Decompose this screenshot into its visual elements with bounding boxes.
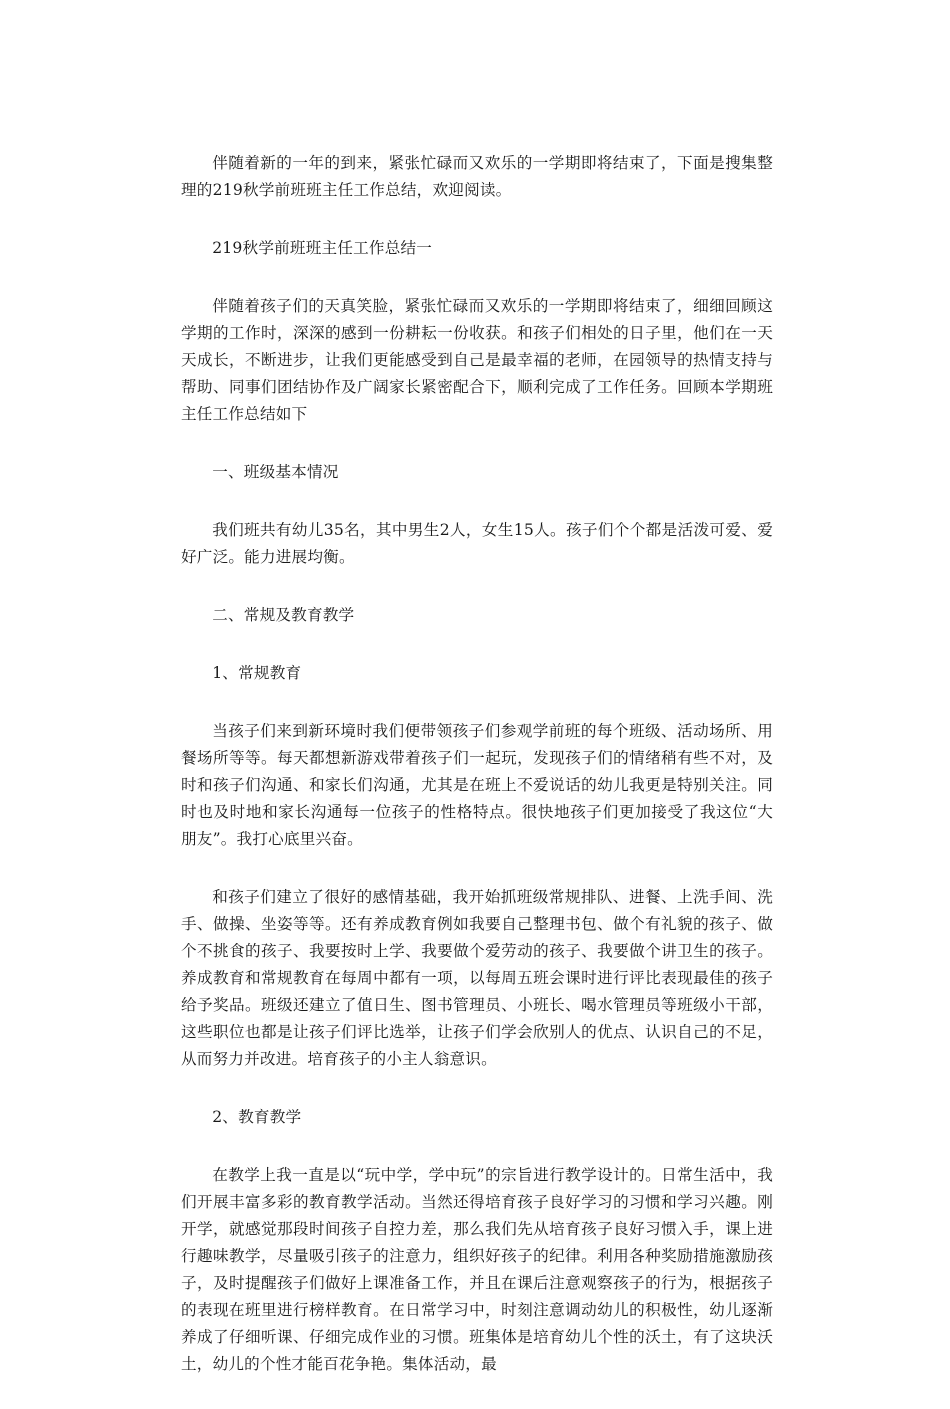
intro-paragraph: 伴随着新的一年的到来，紧张忙碌而又欢乐的一学期即将结束了，下面是搜集整理的219秋学前班班主任工作总结，欢迎阅读。	[181, 154, 773, 199]
heading-teaching: 2、教育教学	[212, 1108, 302, 1126]
heading-class-overview: 一、班级基本情况	[212, 463, 339, 481]
section-title: 219秋学前班班主任工作总结一	[212, 239, 433, 257]
document-body	[181, 150, 773, 1409]
paragraph-routine-1: 当孩子们来到新环境时我们便带领孩子们参观学前班的每个班级、活动场所、用餐场所等等。每天都想新游戏带着孩子们一起玩，发现孩子们的情绪稍有些不对，及时和孩子们沟通、和家长们沟通，尤其是在班上不爱说话的幼儿我更是特别关注。同时也及时地和家长沟通每一位孩子的性格特点。很快地孩子们更加接受了我这位“大朋友”。我打心底里兴奋。	[181, 722, 773, 848]
paragraph-routine-2: 和孩子们建立了很好的感情基础，我开始抓班级常规排队、进餐、上洗手间、洗手、做操、坐姿等等。还有养成教育例如我要自己整理书包、做个有礼貌的孩子、做个不挑食的孩子、我要按时上学、我要做个爱劳动的孩子、我要做个讲卫生的孩子。养成教育和常规教育在每周中都有一项，以每周五班会课时进行评比表现最佳的孩子给予奖品。班级还建立了值日生、图书管理员、小班长、喝水管理员等班级小干部，这些职位也都是让孩子们评比选举，让孩子们学会欣别人的优点、认识自己的不足，从而努力并改进。培育孩子的小主人翁意识。	[181, 888, 773, 1068]
paragraph-class-overview: 我们班共有幼儿35名，其中男生2人，女生15人。孩子们个个都是活泼可爱、爱好广泛。能力进展均衡。	[181, 521, 773, 566]
paragraph-teaching: 在教学上我一直是以“玩中学，学中玩”的宗旨进行教学设计的。日常生活中，我们开展丰富多彩的教育教学活动。当然还得培育孩子良好学习的习惯和学习兴趣。刚开学，就感觉那段时间孩子自控力差，那么我们先从培育孩子良好习惯入手，课上进行趣味教学，尽量吸引孩子的注意力，组织好孩子的纪律。利用各种奖励措施激励孩子，及时提醒孩子们做好上课准备工作，并且在课后注意观察孩子的行为，根据孩子的表现在班里进行榜样教育。在日常学习中，时刻注意调动幼儿的积极性，幼儿逐渐养成了仔细听课、仔细完成作业的习惯。班集体是培育幼儿个性的沃土，有了这块沃土，幼儿的个性才能百花争艳。集体活动，最	[181, 1166, 773, 1373]
heading-routine-education: 1、常规教育	[212, 664, 302, 682]
heading-routine-and-teaching: 二、常规及教育教学	[212, 606, 355, 624]
paragraph-opening: 伴随着孩子们的天真笑脸，紧张忙碌而又欢乐的一学期即将结束了，细细回顾这学期的工作时，深深的感到一份耕耘一份收获。和孩子们相处的日子里，他们在一天天成长，不断进步，让我们更能感受到自己是最幸福的老师，在园领导的热情支持与帮助、同事们团结协作及广阔家长紧密配合下，顺利完成了工作任务。回顾本学期班主任工作总结如下	[181, 297, 773, 423]
